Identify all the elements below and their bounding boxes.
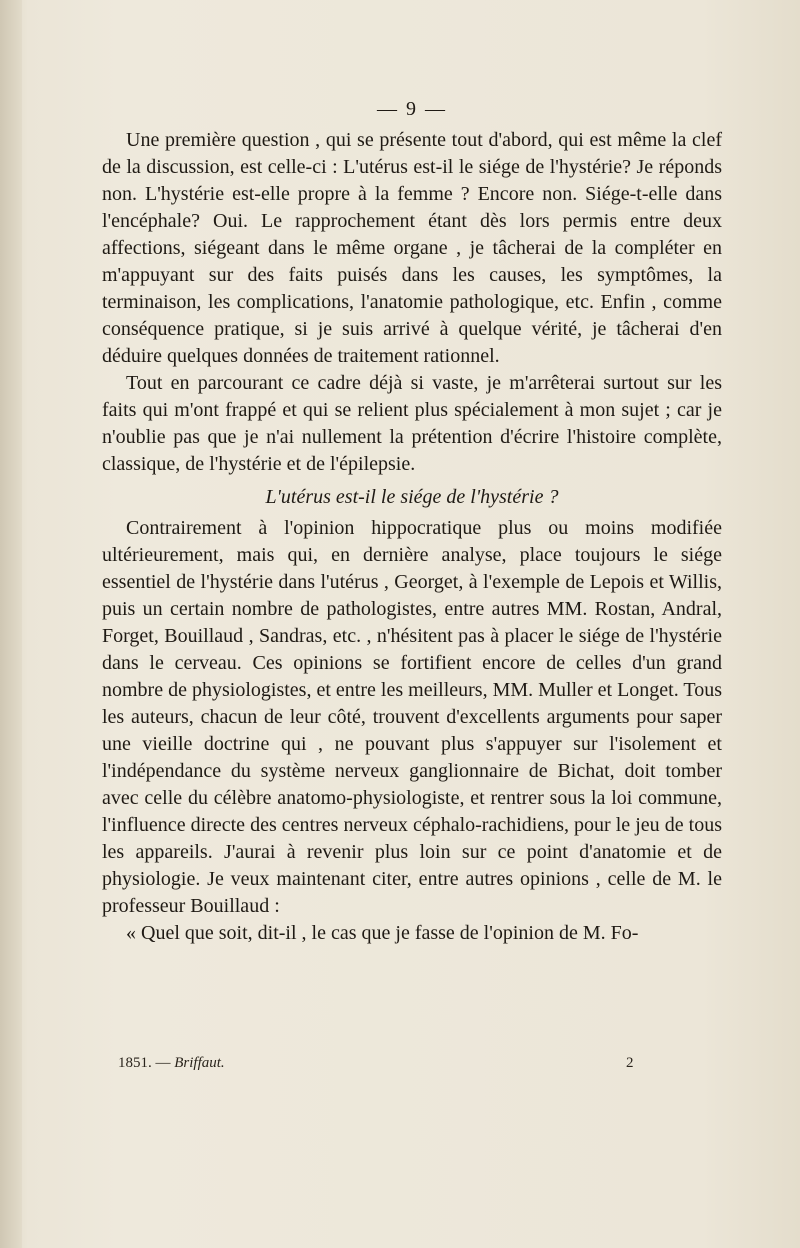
sheet-number: 2 bbox=[626, 1055, 634, 1071]
footer-signature bbox=[118, 1055, 225, 1072]
footer-author: Briffaut. bbox=[174, 1055, 225, 1071]
section-heading: L'utérus est-il le siége de l'hystérie ? bbox=[265, 486, 559, 508]
text-block bbox=[102, 96, 722, 947]
footer-dash: — bbox=[151, 1055, 175, 1071]
paragraph-3: Contrairement à l'opinion hippocratique plus ou moins modifiée ultérieurement, mais qui, en dernière analyse, place toujours le siége essentiel de l'hystérie dans l'utérus , Georget, à l'exemple de Lepois et Willis, puis un certain nombre de pathologistes, entre autres MM. Rostan, Andral, Forget, Bouillaud , Sandras, etc. , n'hésitent pas à placer le siége de l'hystérie dans le cerveau. Ces opinions se fortifient encore de celles d'un grand nombre de physiologistes, et entre les meilleurs, MM. Muller et Longet. Tous les auteurs, chacun de leur côté, trouvent d'excellents arguments pour saper une vieille doctrine qui , ne pouvant plus s'appuyer sur l'isolement et l'indépendance du système nerveux ganglionnaire de Bichat, doit tomber avec celle du célèbre anatomo-physiologiste, et rentrer sous la loi commune, l'influence directe des centres nerveux céphalo-rachidiens, pour le jeu de tous les appareils. J'aurai à revenir plus loin sur ce point d'anatomie et de physiologie. Je veux maintenant citer, entre autres opinions , celle de M. le professeur Bouillaud : bbox=[102, 517, 722, 917]
footer-year: 1851. bbox=[118, 1055, 152, 1071]
paragraph-1: Une première question , qui se présente tout d'abord, qui est même la clef de la discussion, est celle-ci : L'utérus est-il le siége de l'hystérie? Je réponds non. L'hystérie est-elle propre à la femme ? Encore non. Siége-t-elle dans l'encéphale? Oui. Le rapprochement étant dès lors permis entre deux affections, siégeant dans le même organe , je tâcherai de la compléter en m'appuyant sur des faits puisés dans les causes, les symptômes, la terminaison, les complications, l'anatomie pathologique, etc. Enfin , comme conséquence pratique, si je suis arrivé à quelque vérité, je tâcherai d'en déduire quelques données de traitement rationnel. bbox=[102, 129, 722, 367]
paragraph-4: « Quel que soit, dit-il , le cas que je fasse de l'opinion de M. Fo- bbox=[126, 922, 639, 944]
paragraph-2: Tout en parcourant ce cadre déjà si vaste, je m'arrêterai surtout sur les faits qui m'ont frappé et qui se relient plus spécialement à mon sujet ; car je n'oublie pas que je n'ai nullement la prétention d'écrire l'histoire complète, classique, de l'hystérie et de l'épilepsie. bbox=[102, 372, 722, 475]
page-spine-shadow bbox=[0, 0, 22, 1248]
page-number: — 9 — bbox=[377, 98, 447, 120]
